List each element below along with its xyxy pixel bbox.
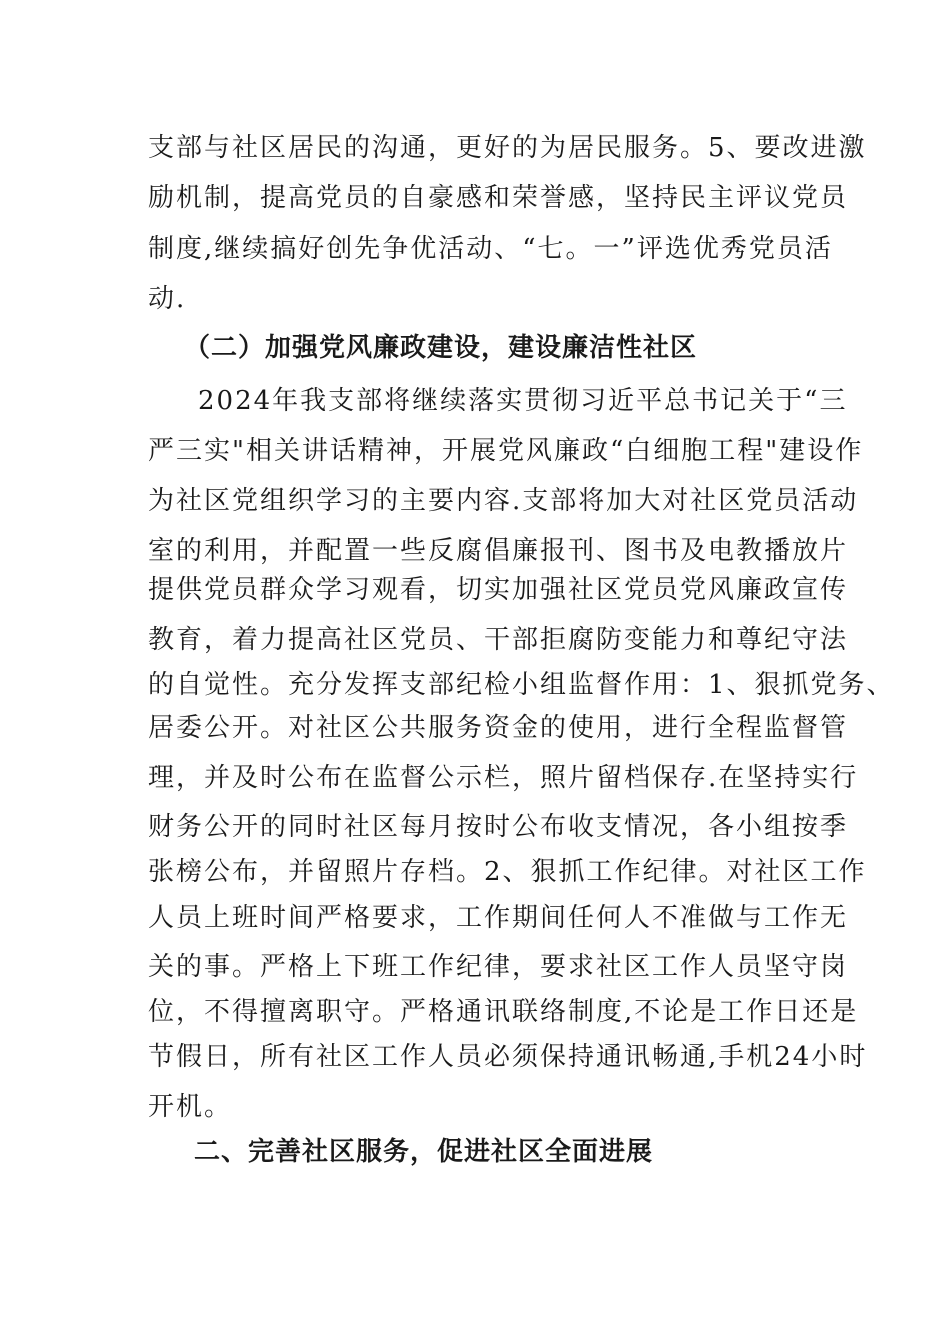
paragraph-1-line-4: 动.	[148, 284, 187, 314]
section-heading-2: （二）加强党风廉政建设，建设廉洁性社区	[184, 333, 698, 363]
paragraph-1-line-1: 支部与社区居民的沟通，更好的为居民服务。5、要改进激	[148, 133, 867, 163]
paragraph-2-line-16: 开机。	[148, 1092, 233, 1122]
paragraph-2-line-9: 理，并及时公布在监督公示栏，照片留档保存.在坚持实行	[148, 763, 859, 793]
paragraph-2-line-13: 关的事。严格上下班工作纪律，要求社区工作人员坚守岗	[148, 952, 849, 982]
paragraph-2-line-2: 严三实"相关讲话精神，开展党风廉政“白细胞工程"建设作	[148, 436, 864, 466]
paragraph-2-line-10: 财务公开的同时社区每月按时公布收支情况，各小组按季	[148, 812, 849, 842]
paragraph-2-line-6: 教育，着力提高社区党员、干部拒腐防变能力和尊纪守法	[148, 625, 849, 655]
section-heading-main-2: 二、完善社区服务，促进社区全面进展	[194, 1137, 654, 1167]
paragraph-2-line-11: 张榜公布，并留照片存档。2、狠抓工作纪律。对社区工作	[148, 857, 867, 887]
paragraph-2-line-7: 的自觉性。充分发挥支部纪检小组监督作用：1、狠抓党务、	[148, 670, 895, 700]
paragraph-2-line-12: 人员上班时间严格要求，工作期间任何人不准做与工作无	[148, 903, 849, 933]
paragraph-2-line-14: 位，不得擅离职守。严格通讯联络制度,不论是工作日还是	[148, 997, 859, 1027]
paragraph-2-line-8: 居委公开。对社区公共服务资金的使用，进行全程监督管	[148, 713, 849, 743]
paragraph-2-line-15: 节假日，所有社区工作人员必须保持通讯畅通,手机24小时	[148, 1042, 868, 1072]
paragraph-1-line-2: 励机制，提高党员的自豪感和荣誉感，坚持民主评议党员	[148, 183, 849, 213]
paragraph-1-line-3: 制度,继续搞好创先争优活动、“七。一”评选优秀党员活	[148, 234, 833, 264]
paragraph-2-line-3: 为社区党组织学习的主要内容.支部将加大对社区党员活动	[148, 486, 859, 516]
paragraph-2-line-1: 2024年我支部将继续落实贯彻习近平总书记关于“三	[198, 386, 848, 416]
paragraph-2-line-4: 室的利用，并配置一些反腐倡廉报刊、图书及电教播放片	[148, 536, 849, 566]
paragraph-2-line-5: 提供党员群众学习观看，切实加强社区党员党风廉政宣传	[148, 575, 849, 605]
